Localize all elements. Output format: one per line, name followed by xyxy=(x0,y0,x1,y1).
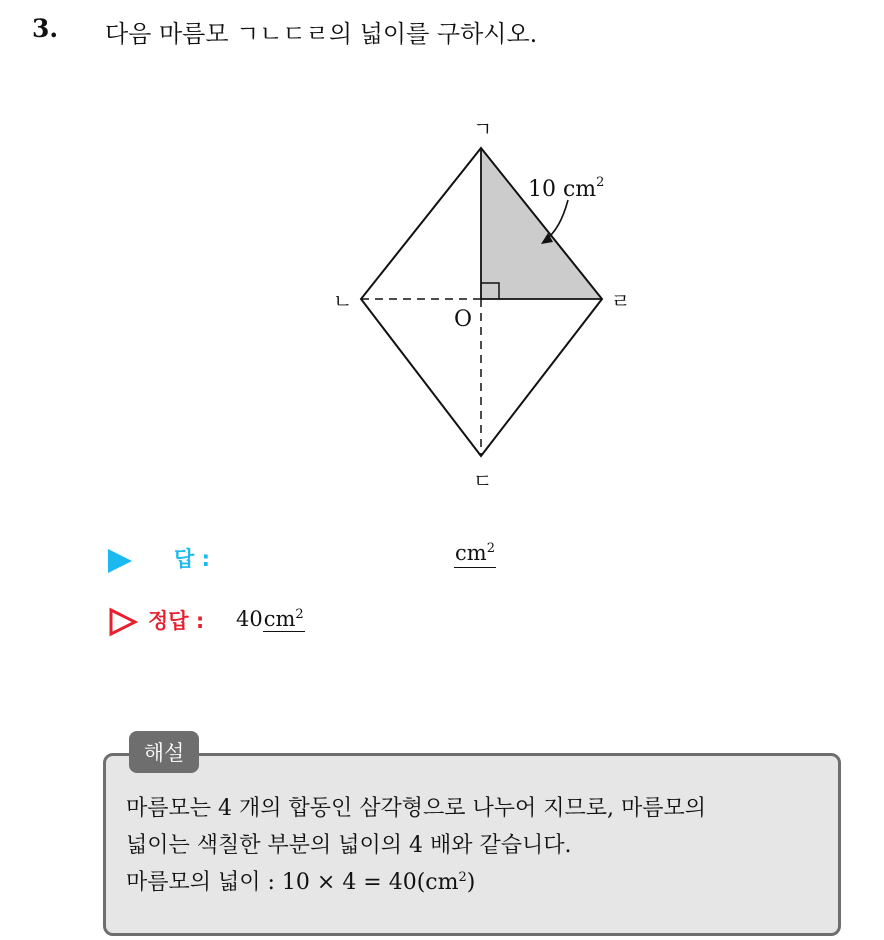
correct-answer-label: 정답 : xyxy=(148,609,205,633)
correct-answer-row xyxy=(108,603,588,643)
explanation-line-3: 마름모의 넓이 : $10 \times 4 = 40(cm^2)$ xyxy=(126,870,476,895)
answer-row xyxy=(108,543,588,579)
play-arrow-icon xyxy=(108,549,132,573)
answer-label: 답 : xyxy=(174,547,210,571)
vertex-left-label: ㄴ xyxy=(333,289,353,313)
outline-arrow-icon xyxy=(108,607,138,637)
explanation-line-2: 넓이는 색칠한 부분의 넓이의 4 배와 같습니다. xyxy=(126,833,572,858)
center-label: O xyxy=(454,307,473,332)
area-label: 10 $cm^2$ xyxy=(528,175,605,202)
vertex-right-label: ㄹ xyxy=(611,289,631,313)
correct-answer-value: $40cm^2$ xyxy=(236,607,304,631)
vertex-top-label: ㄱ xyxy=(473,117,493,141)
question-number: 3. xyxy=(32,14,59,43)
answer-input[interactable]: $cm^2$ xyxy=(454,539,496,568)
question-text: 다음 마름모 ㄱㄴㄷㄹ의 넓이를 구하시오. xyxy=(105,20,538,48)
explanation-text xyxy=(126,790,836,901)
explanation-tab: 해설 xyxy=(129,731,199,773)
explanation-line-1: 마름모는 4 개의 합동인 삼각형으로 나누어 지므로, 마름모의 xyxy=(126,796,706,821)
vertex-bottom-label: ㄷ xyxy=(473,469,493,493)
